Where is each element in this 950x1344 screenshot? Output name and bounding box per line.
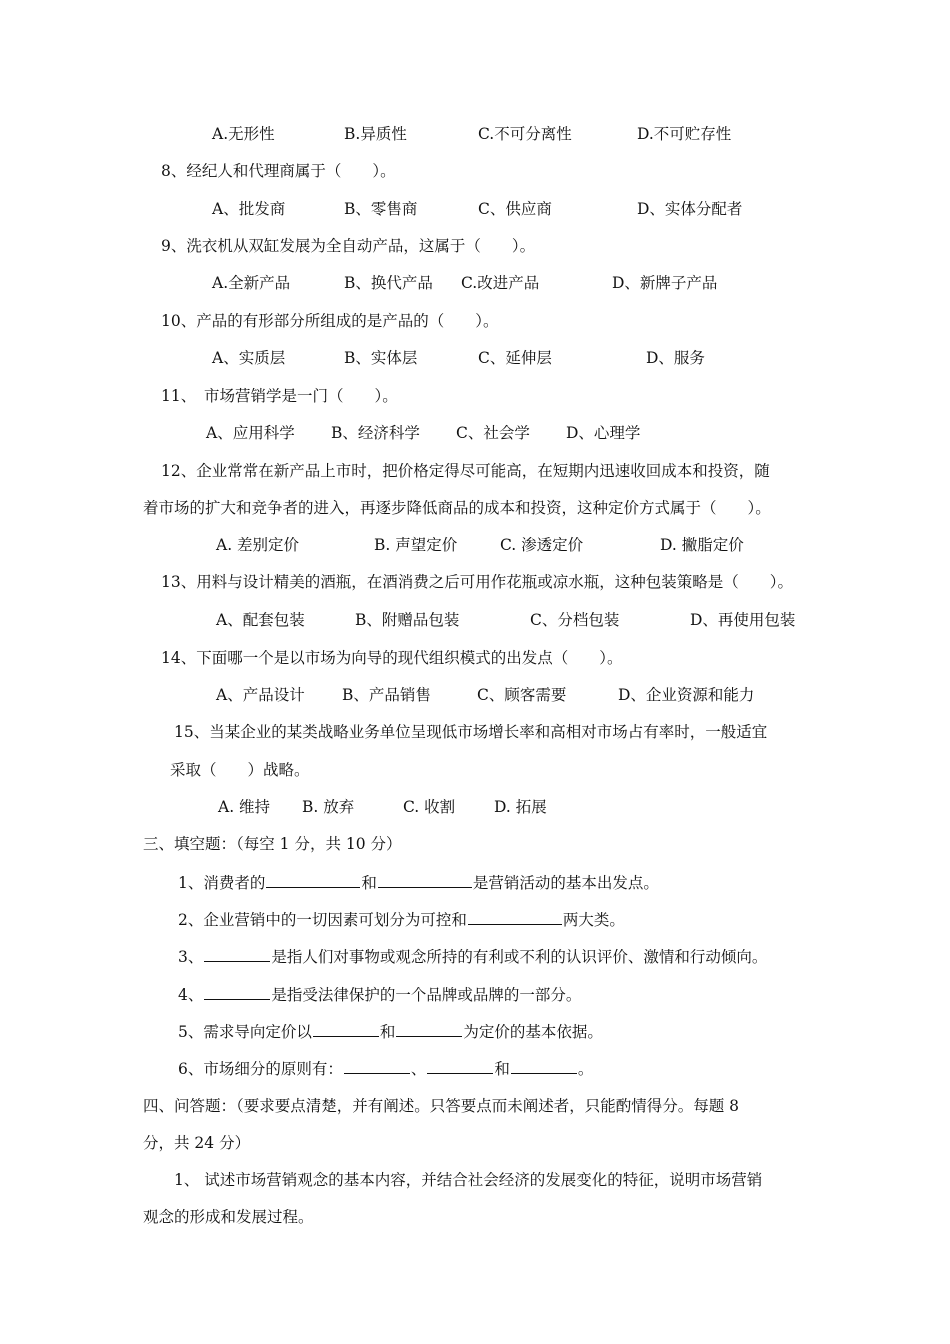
fill-question-1 [178, 872, 659, 893]
fill3-text-a: 3、 [178, 948, 204, 966]
q15-stem-line2: 采取（ ）战略。 [170, 761, 310, 779]
q10-option-c: C、延伸层 [478, 349, 552, 367]
answer-blank[interactable] [511, 1058, 577, 1074]
q9-option-c: C.改进产品 [461, 274, 540, 292]
fill6-text-a: 6、市场细分的原则有： [178, 1060, 343, 1078]
fill1-text-c: 是营销活动的基本出发点。 [472, 874, 659, 892]
fill2-text-b: 两大类。 [562, 911, 625, 929]
q7-option-c: C.不可分离性 [478, 125, 572, 143]
q15-option-b: B. 放弃 [302, 798, 355, 816]
q11-option-a: A、应用科学 [206, 424, 295, 442]
fill4-text-a: 4、 [178, 986, 204, 1004]
q9-stem: 9、洗衣机从双缸发展为全自动产品，这属于（ ）。 [161, 237, 536, 255]
q10-option-b: B、实体层 [344, 349, 418, 367]
answer-blank[interactable] [204, 946, 270, 962]
fill-question-6 [178, 1058, 593, 1079]
q11-option-c: C、社会学 [456, 424, 530, 442]
q13-option-a: A、配套包装 [216, 611, 305, 629]
q12-option-a: A. 差别定价 [216, 536, 300, 554]
fill1-text-a: 1、消费者的 [178, 874, 266, 892]
q14-option-d: D、企业资源和能力 [618, 686, 755, 704]
fill-question-5 [178, 1021, 603, 1042]
q8-option-a: A、批发商 [212, 200, 286, 218]
fill6-text-d: 。 [577, 1060, 594, 1078]
q9-option-d: D、新牌子产品 [612, 274, 718, 292]
q14-option-c: C、顾客需要 [477, 686, 567, 704]
q13-option-d: D、再使用包装 [690, 611, 796, 629]
fill5-text-b: 和 [379, 1023, 396, 1041]
fill5-text-a: 5、需求导向定价以 [178, 1023, 312, 1041]
answer-blank[interactable] [427, 1058, 493, 1074]
q8-option-b: B、零售商 [344, 200, 418, 218]
section4-heading-line1: 四、问答题：（要求要点清楚，并有阐述。只答要点而未阐述者，只能酌情得分。每题 8 [143, 1097, 740, 1115]
section4-heading-line2: 分，共 24 分） [143, 1134, 251, 1152]
q14-option-a: A、产品设计 [216, 686, 305, 704]
fill6-text-c: 和 [494, 1060, 510, 1078]
q8-stem: 8、经纪人和代理商属于（ ）。 [161, 162, 396, 180]
q13-stem: 13、用料与设计精美的酒瓶，在酒消费之后可用作花瓶或凉水瓶，这种包装策略是（ ）。 [161, 573, 793, 591]
fill2-text-a: 2、企业营销中的一切因素可划分为可控和 [178, 911, 467, 929]
section3-heading: 三、填空题：（每空 1 分，共 10 分） [143, 835, 402, 853]
fill-question-4 [178, 984, 581, 1005]
q12-stem-line1: 12、企业常常在新产品上市时，把价格定得尽可能高，在短期内迅速收回成本和投资，随 [161, 462, 770, 480]
q15-option-d: D. 拓展 [494, 798, 547, 816]
fill1-text-b: 和 [361, 874, 377, 892]
q11-option-b: B、经济科学 [331, 424, 420, 442]
q10-option-a: A、实质层 [212, 349, 286, 367]
q9-option-b: B、换代产品 [344, 274, 433, 292]
q13-option-b: B、附赠品包装 [355, 611, 460, 629]
q12-option-c: C. 渗透定价 [500, 536, 584, 554]
answer-blank[interactable] [378, 872, 472, 888]
q10-option-d: D、服务 [646, 349, 705, 367]
q9-option-a: A.全新产品 [212, 274, 291, 292]
answer-blank[interactable] [266, 872, 360, 888]
answer-blank[interactable] [204, 984, 270, 1000]
answer-blank[interactable] [396, 1021, 462, 1037]
fill-question-2 [178, 909, 625, 930]
q7-option-d: D.不可贮存性 [637, 125, 732, 143]
q8-option-c: C、供应商 [478, 200, 552, 218]
q10-stem: 10、产品的有形部分所组成的是产品的（ ）。 [161, 312, 499, 330]
q7-option-a: A.无形性 [212, 125, 275, 143]
q11-stem: 11、 市场营销学是一门（ ）。 [161, 387, 398, 405]
q8-option-d: D、实体分配者 [637, 200, 743, 218]
fill3-text-b: 是指人们对事物或观念所持的有利或不利的认识评价、激情和行动倾向。 [271, 948, 768, 966]
q12-option-b: B. 声望定价 [374, 536, 458, 554]
answer-blank[interactable] [344, 1058, 410, 1074]
q12-option-d: D. 撇脂定价 [660, 536, 744, 554]
essay-question-1-line1: 1、 试述市场营销观念的基本内容，并结合社会经济的发展变化的特征，说明市场营销 [174, 1171, 763, 1189]
q14-option-b: B、产品销售 [342, 686, 431, 704]
answer-blank[interactable] [468, 909, 562, 925]
q12-stem-line2: 着市场的扩大和竞争者的进入，再逐步降低商品的成本和投资，这种定价方式属于（ ）。 [143, 499, 771, 517]
fill-question-3 [178, 946, 767, 967]
fill4-text-b: 是指受法律保护的一个品牌或品牌的一部分。 [271, 986, 582, 1004]
fill5-text-c: 为定价的基本依据。 [463, 1023, 603, 1041]
answer-blank[interactable] [313, 1021, 379, 1037]
q15-option-c: C. 收割 [403, 798, 456, 816]
q15-stem-line1: 15、当某企业的某类战略业务单位呈现低市场增长率和高相对市场占有率时，一般适宜 [174, 723, 768, 741]
q13-option-c: C、分档包装 [530, 611, 620, 629]
q15-option-a: A. 维持 [218, 798, 271, 816]
q11-option-d: D、心理学 [566, 424, 641, 442]
essay-question-1-line2: 观念的形成和发展过程。 [143, 1208, 314, 1226]
fill6-text-b: 、 [410, 1060, 427, 1078]
q14-stem: 14、下面哪一个是以市场为向导的现代组织模式的出发点（ ）。 [161, 649, 623, 667]
q7-option-b: B.异质性 [344, 125, 407, 143]
